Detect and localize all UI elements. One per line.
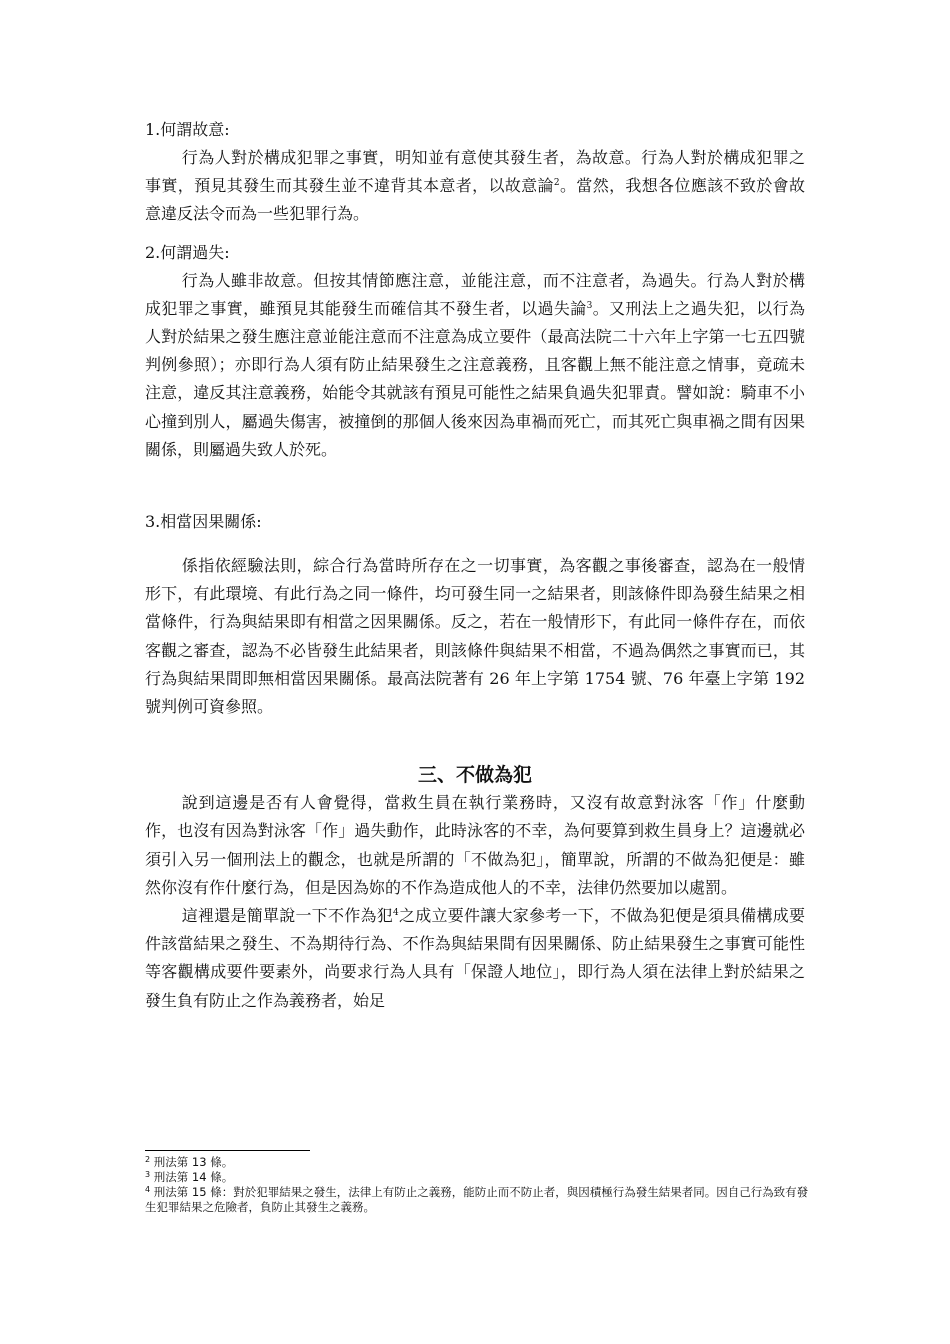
spacer	[145, 721, 805, 761]
footnote-text: 刑法第 14 條。	[153, 1170, 234, 1184]
heading-causation: 3.相當因果關係:	[145, 512, 262, 532]
heading-intent: 1.何謂故意:	[145, 120, 230, 139]
footnote-number: 3	[145, 1170, 151, 1179]
paragraph-negligence-text-1: 行為人雖非故意。但按其情節應注意，並能注意，而不注意者，為過失。行為人對於構成犯罪之事實，雖預見其能發生而確信其不發生者，以過失論	[145, 270, 805, 318]
paragraph-omission-2-text-1: 這裡還是簡單說一下不作為犯	[181, 906, 394, 926]
footnote-2	[145, 1155, 810, 1170]
footnote-number: 4	[145, 1185, 151, 1194]
footnote-4	[145, 1185, 810, 1215]
paragraph-intent	[145, 144, 805, 229]
spacer	[145, 229, 805, 239]
section-title-omission: 三、不做為犯	[417, 764, 532, 787]
paragraph-intent-text-2: 。當然，我想各位應該不致於會故意違反法令而為一些犯罪行為。	[145, 176, 805, 224]
paragraph-omission-2-text-2: 之成立要件讓大家參考一下，不做為犯便是須具備構成要件該當結果之發生、不為期待行為、不作為與結果間有因果關係、防止結果發生之事實可能性等客觀構成要件要素外，尚要求行為人具有「保證人地位」，即行為人須在法律上對於結果之發生負有防止之作為義務者，始足	[145, 906, 805, 1010]
footnote-text: 刑法第 13 條。	[153, 1155, 234, 1169]
paragraph-negligence	[145, 267, 805, 464]
paragraph-causation: 係指依經驗法則，綜合行為當時所存在之一切事實，為客觀之事後審查，認為在一般情形下，有此環境、有此行為之同一條件，均可發生同一之結果者，則該條件即為發生結果之相當條件，行為與結果即有相當之因果關係。反之，若在一般情形下，有此同一條件存在，而依客觀之審查，認為不必皆發生此結果者，則該條件與結果不相當，不過為偶然之事實而已，其行為與結果間即無相當因果關係。最高法院著有 26 年上字第 1754 號、76 年臺上字第 192 號判例可資參照。	[145, 556, 805, 717]
footnote-separator	[145, 1150, 310, 1151]
paragraph-intent-text-1: 行為人對於構成犯罪之事實，明知並有意使其發生者，為故意。行為人對於構成犯罪之事實，預見其發生而其發生並不違背其本意者，以故意論	[145, 148, 805, 196]
spacer	[145, 536, 805, 552]
paragraph-omission-1: 說到這邊是否有人會覺得，當救生員在執行業務時，又沒有故意對泳客「作」什麼動作，也沒有因為對泳客「作」過失動作，此時泳客的不幸，為何要算到救生員身上？這邊就必須引入另一個刑法上的觀念，也就是所謂的「不做為犯」，簡單說，所謂的不做為犯便是：雖然你沒有作什麼行為，但是因為妳的不作為造成他人的不幸，法律仍然要加以處罰。	[145, 793, 805, 897]
footnote-number: 2	[145, 1155, 151, 1164]
spacer	[145, 464, 805, 508]
paragraph-negligence-text-2: 。又刑法上之過失犯，以行為人對於結果之發生應注意並能注意而不注意為成立要件（最高法院二十六年上字第一七五四號判例參照）；亦即行為人須有防止結果發生之注意義務，且客觀上無不能注意之情事，竟疏未注意，違反其注意義務，始能令其就該有預見可能性之結果負過失犯罪責。譬如說：騎車不小心撞到別人，屬過失傷害，被撞倒的那個人後來因為車禍而死亡，而其死亡與車禍之間有因果關係，則屬過失致人於死。	[145, 298, 805, 459]
heading-negligence: 2.何謂過失:	[145, 242, 230, 262]
footnotes	[145, 1150, 810, 1215]
footnote-ref-4[interactable]: 4	[393, 908, 399, 919]
footnote-3	[145, 1170, 810, 1185]
main-content	[145, 116, 805, 1015]
footnote-ref-3[interactable]: 3	[586, 300, 593, 311]
footnote-ref-2[interactable]: 2	[553, 178, 560, 189]
paragraph-omission-2	[145, 902, 805, 1015]
footnote-text: 刑法第 15 條：對於犯罪結果之發生，法律上有防止之義務，能防止而不防止者，與因積極行為發生結果者同。因自己行為致有發生犯罪結果之危險者，負防止其發生之義務。	[145, 1185, 809, 1214]
